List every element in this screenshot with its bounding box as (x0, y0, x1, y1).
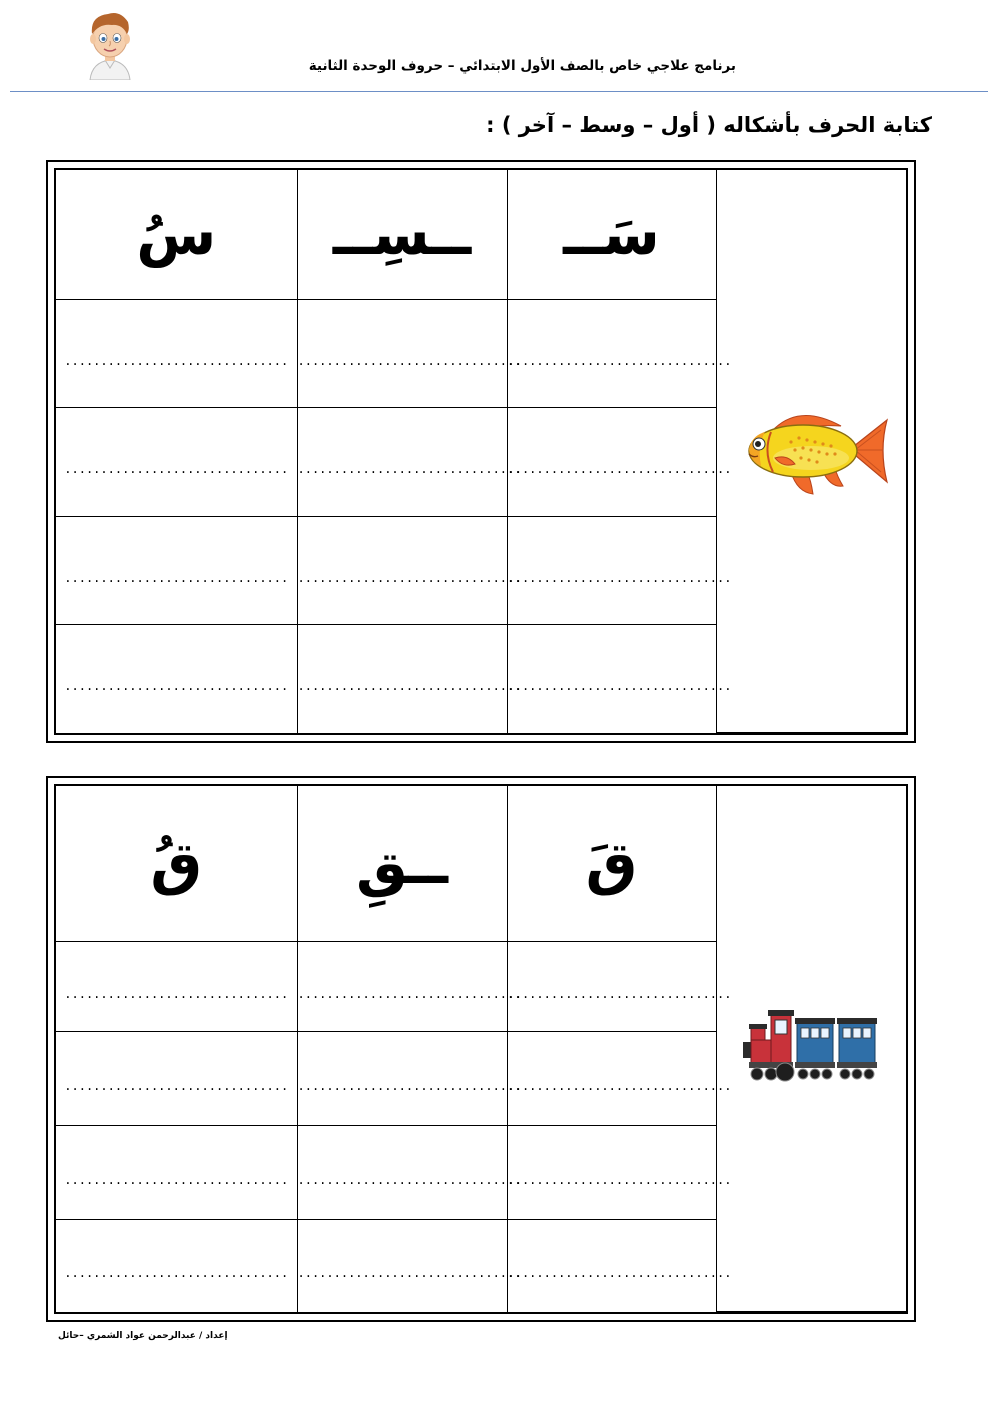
letter-cell-middle (297, 786, 507, 941)
practice-line[interactable]: ............................... (507, 516, 716, 624)
practice-line[interactable]: ............................... (507, 941, 716, 1031)
boy-cartoon-icon (78, 8, 142, 80)
practice-line[interactable]: ............................... (507, 407, 716, 516)
practice-line[interactable]: ............................... (56, 624, 297, 733)
letter-cell-last (56, 170, 297, 299)
practice-line[interactable]: ............................... (507, 299, 716, 407)
letter-section-qaf (46, 776, 916, 1322)
picture-cell (716, 170, 906, 733)
letter-last-form: سُ (136, 200, 217, 269)
practice-line[interactable]: ............................... (507, 624, 716, 733)
practice-line[interactable]: ............................... (56, 941, 297, 1031)
practice-line[interactable]: ............................... (297, 1219, 507, 1312)
letter-middle-form: ــقِ (356, 829, 448, 898)
letter-cell-last (56, 786, 297, 941)
letter-cell-first (507, 170, 716, 299)
letter-first-form: قَ (585, 829, 638, 898)
header-divider (10, 91, 988, 92)
practice-line[interactable]: ............................... (507, 1125, 716, 1219)
practice-line[interactable]: ............................... (56, 299, 297, 407)
page-header (0, 0, 992, 96)
practice-line[interactable]: ............................... (297, 624, 507, 733)
practice-line[interactable]: ............................... (507, 1031, 716, 1125)
practice-line[interactable]: ............................... (56, 1125, 297, 1219)
picture-cell (716, 786, 906, 1312)
practice-table (56, 170, 906, 733)
letter-last-form: قُ (150, 829, 203, 898)
letter-first-form: سَــ (563, 200, 660, 269)
practice-line[interactable]: ............................... (56, 1031, 297, 1125)
letter-middle-form: ــسِــ (332, 200, 472, 269)
header-title: برنامج علاجي خاص بالصف الأول الابتدائي – حروف الوحدة الثانية (308, 58, 736, 74)
author-credit: إعداد / عبدالرحمن عواد الشمري –حائل (58, 1331, 228, 1341)
practice-line[interactable]: ............................... (297, 1031, 507, 1125)
practice-line[interactable]: ............................... (56, 516, 297, 624)
train-icon (741, 1004, 881, 1094)
practice-line[interactable]: ............................... (507, 1219, 716, 1312)
practice-line[interactable]: ............................... (56, 407, 297, 516)
letter-section-seen (46, 160, 916, 743)
practice-line[interactable]: ............................... (297, 941, 507, 1031)
letter-cell-middle (297, 170, 507, 299)
practice-line[interactable]: ............................... (56, 1219, 297, 1312)
practice-line[interactable]: ............................... (297, 299, 507, 407)
fish-icon (731, 406, 891, 496)
letter-cell-first (507, 786, 716, 941)
practice-table (56, 786, 906, 1312)
practice-line[interactable]: ............................... (297, 516, 507, 624)
instruction-heading: كتابة الحرف بأشكاله ( أول – وسط – آخر ) : (486, 113, 932, 137)
practice-line[interactable]: ............................... (297, 407, 507, 516)
practice-line[interactable]: ............................... (297, 1125, 507, 1219)
